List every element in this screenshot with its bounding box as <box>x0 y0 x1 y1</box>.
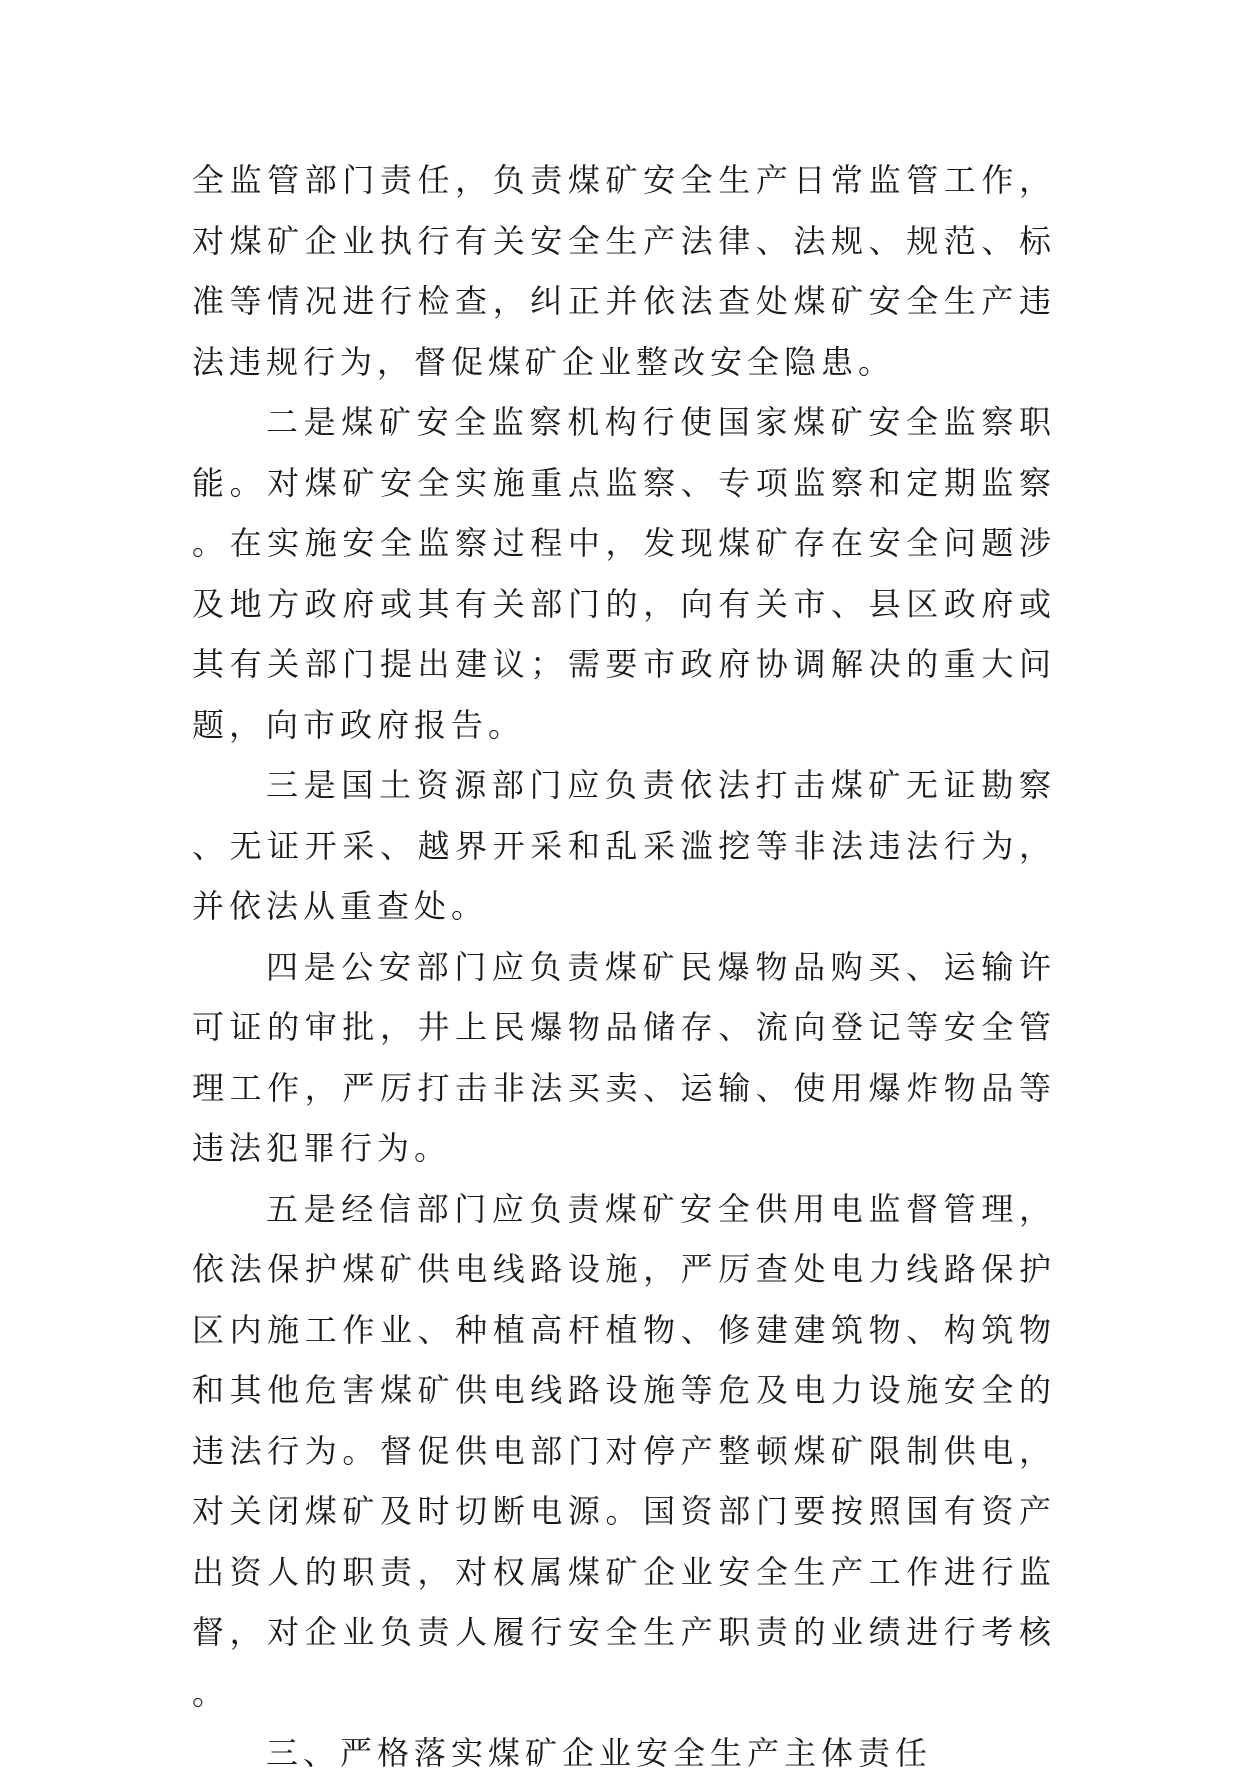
section-heading-enterprise-responsibility: 三、严格落实煤矿企业安全生产主体责任 <box>266 1734 933 1772</box>
paragraph-public-security: 四是公安部门应负责煤矿民爆物品购买、运输许可证的审批，井上民爆物品储存、流向登记等安全管理工作，严厉打击非法买卖、运输、使用爆炸物品等违法犯罪行为。 <box>192 947 1056 1167</box>
paragraph-continuation: 全监管部门责任，负责煤矿安全生产日常监管工作，对煤矿企业执行有关安全生产法律、法规、规范、标准等情况进行检查，纠正并依法查处煤矿安全生产违法违规行为，督促煤矿企业整改安全隐患。 <box>192 161 1056 381</box>
document-body <box>192 150 1056 1784</box>
paragraph-economy-info: 五是经信部门应负责煤矿安全供用电监督管理，依法保护煤矿供电线路设施，严厉查处电力线路保护区内施工作业、种植高杆植物、修建建筑物、构筑物和其他危害煤矿供电线路设施等危及电力设施安全的违法行为。督促供电部门对停产整顿煤矿限制供电，对关闭煤矿及时切断电源。国资部门要按照国有资产出资人的职责，对权属煤矿企业安全生产工作进行监督，对企业负责人履行安全生产职责的业绩进行考核。 <box>192 1189 1056 1712</box>
paragraph-coal-mine-supervision: 二是煤矿安全监察机构行使国家煤矿安全监察职能。对煤矿安全实施重点监察、专项监察和定期监察。在实施安全监察过程中，发现煤矿存在安全问题涉及地方政府或其有关部门的，向有关市、县区政府或其有关部门提出建议；需要市政府协调解决的重大问题，向市政府报告。 <box>192 403 1056 744</box>
paragraph-land-resources: 三是国土资源部门应负责依法打击煤矿无证勘察、无证开采、越界开采和乱采滥挖等非法违法行为，并依法从重查处。 <box>192 766 1056 925</box>
